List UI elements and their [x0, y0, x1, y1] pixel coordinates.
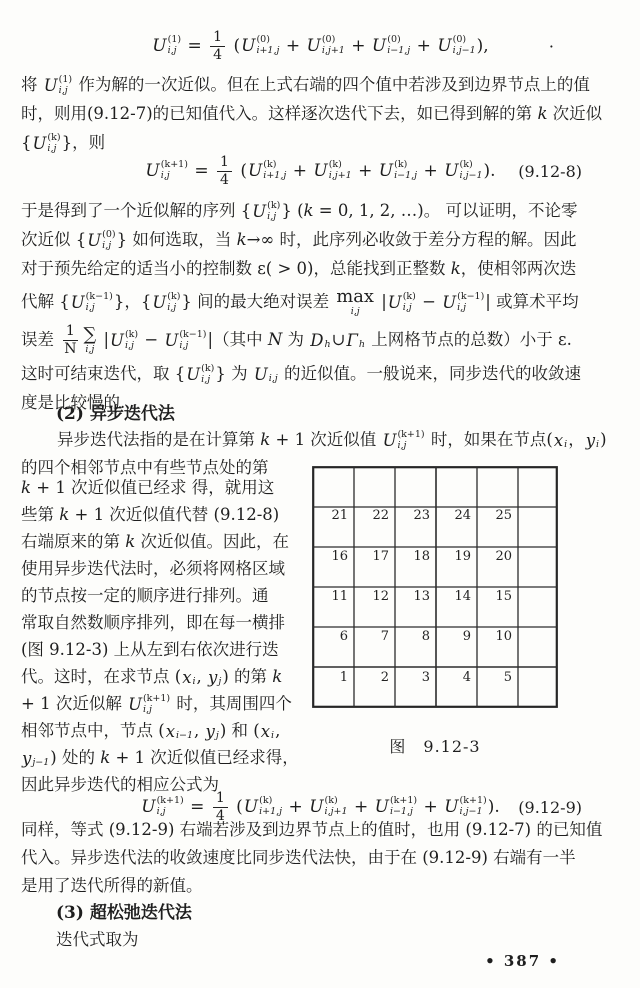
grid-figure [312, 466, 558, 708]
paragraph-async-left-column [21, 474, 315, 798]
text-line: 同样，等式 (9.12-9) 右端若涉及到边界节点上的值时，也用 (9.12-7) 的已知值 [21, 820, 603, 839]
paragraph-sync-iteration [21, 196, 623, 417]
figure-9-12-3 [312, 466, 558, 757]
figure-caption: 图 9.12-3 [389, 737, 481, 756]
text-line: 时，则用(9.12-7)的已知值代入。这样逐次迭代下去，如已得到解的第 k 次近似 [21, 104, 603, 123]
grid-node-label: 18 [413, 548, 430, 564]
grid-node-label: 21 [331, 508, 348, 524]
paragraph-async-tail [21, 816, 623, 900]
grid-node-label: 14 [454, 588, 471, 604]
grid-node-labels [312, 466, 558, 708]
text-line: 对于预先给定的适当小的控制数 ε( > 0)，总能找到正整数 k，使相邻两次迭 [21, 259, 577, 278]
text-line: { U (k) i,j }，则 [21, 131, 106, 154]
grid-node-label: 8 [421, 629, 430, 645]
section-heading-async: (2) 异步迭代法 [56, 404, 175, 424]
equation-number: (9.12-9) [518, 797, 582, 817]
text-line: 度是比较慢的. [21, 393, 126, 412]
text-line: 代入。异步迭代法的收敛速度比同步迭代法快，由于在 (9.12-9) 右端有一半 [21, 848, 576, 867]
formula-body: U (k+1) i,j = $\frac{1}{4}$ ( U (k) i+1,j + U (k) i,j+1 + U (k) i−1,j + U (k) i,j−1 ). [145, 153, 496, 188]
text-line: k + 1 次近似值已经求 得，就用这 [21, 478, 275, 497]
stray-dot: · [548, 36, 554, 56]
text-line: (图 9.12-3) 上从左到右依次进行迭 [21, 640, 279, 659]
text-line: 异步迭代法指的是在计算第 k + 1 次近似值 U (k+1) i,j 时，如果在节点( x i ， y i ) [57, 428, 607, 451]
grid-node-label: 6 [339, 629, 348, 645]
grid-node-label: 3 [421, 669, 430, 685]
grid-node-label: 4 [462, 669, 471, 685]
paragraph-intro [21, 70, 621, 157]
section-heading-sor: (3) 超松弛迭代法 [56, 903, 192, 923]
grid-node-label: 20 [495, 548, 512, 564]
text-line: 的节点按一定的顺序进行排列。通 [21, 586, 269, 605]
text-line: 些第 k + 1 次近似值代替 (9.12-8) [21, 505, 280, 524]
grid-node-label: 13 [413, 588, 430, 604]
grid-node-label: 12 [372, 588, 389, 604]
text-line: 这时可结束迭代，取 { U (k) i,j } 为 U i,j 的近似值。一般说来，同步迭代的收敛速 [21, 362, 581, 385]
text-line: 相邻节点中，节点 ( x i−1 , y j ) 和 ( x i , [21, 721, 281, 742]
formula-9-12-8 [50, 150, 590, 192]
text-line: 于是得到了一个近似解的序列 { U (k) i,j } (k = 0, 1, 2, …)。 可以证明，不论零 [21, 199, 578, 222]
equation-number: (9.12-8) [518, 161, 582, 181]
grid-node-label: 24 [454, 508, 471, 524]
text-line: 代。这时，在求节点 ( x i , y j ) 的第 k [21, 667, 283, 688]
text-line: 代解 { U (k−1) i,j }，{ U (k) i,j } 间的最大绝对误差 max i,j | U (k) i,j − U (k−1) i,j | 或算术平均 [21, 286, 579, 318]
text-line: 常取自然数顺序排列，即在每一横排 [21, 613, 285, 632]
page-number: • 387 • [485, 952, 560, 970]
grid-node-label: 19 [454, 548, 471, 564]
grid-node-label: 7 [380, 629, 389, 645]
grid-node-label: 16 [331, 548, 348, 564]
grid-node-label: 5 [503, 669, 512, 685]
text-line: 次近似 { U (0) i,j } 如何选取，当 k→∞ 时，此序列必收敛于差分方程的解。因此 [21, 228, 577, 251]
text-line: 误差 $\frac{1}{N}$ ∑ i,j | U (k) i,j − U (k−1) i,j |（其中 N 为 D h ∪ Γ h 上网格节点的总数）小于 ε. [21, 323, 572, 357]
grid-node-label: 25 [495, 508, 512, 524]
sor-lead-line: 迭代式取为 [56, 930, 139, 949]
grid-node-label: 9 [462, 629, 471, 645]
text-line: 将 U (1) i,j 作为解的一次近似。但在上式右端的四个值中若涉及到边界节点上的值 [21, 73, 590, 96]
formula-body: U (1) i,j = $\frac{1}{4}$ ( U (0) i+1,j + U (0) i,j+1 + U (0) i−1,j + U (0) i,j−1 ), [152, 28, 489, 63]
grid-node-label: 22 [372, 508, 389, 524]
text-line: + 1 次近似解 U (k+1) i,j 时，其周围四个 [21, 692, 292, 715]
grid-node-label: 17 [372, 548, 389, 564]
grid-node-label: 23 [413, 508, 430, 524]
grid-node-label: 10 [495, 629, 512, 645]
text-line: 使用异步迭代法时，必须将网格区域 [21, 559, 285, 578]
text-line: y j−1 ) 处的 k + 1 次近似值已经求得， [22, 748, 299, 769]
formula-body: U (k+1) i,j = $\frac{1}{4}$ ( U (k) i+1,j + U (k) i,j+1 + U (k+1) i−1,j + U (k+1) i,j−1 ). [141, 789, 500, 824]
grid-node-label: 11 [331, 588, 348, 604]
grid-node-label: 15 [495, 588, 512, 604]
grid-node-label: 1 [339, 669, 348, 685]
text-line: 的四个相邻节点中有些节点处的第 [21, 458, 269, 477]
text-line: 是用了迭代所得的新值。 [21, 876, 203, 895]
grid-node-label: 2 [380, 669, 389, 685]
formula-first-approximation [50, 26, 590, 66]
text-line: 因此异步迭代的相应公式为 [21, 775, 219, 794]
text-line: 右端原来的第 k 次近似值。因此，在 [21, 532, 289, 551]
